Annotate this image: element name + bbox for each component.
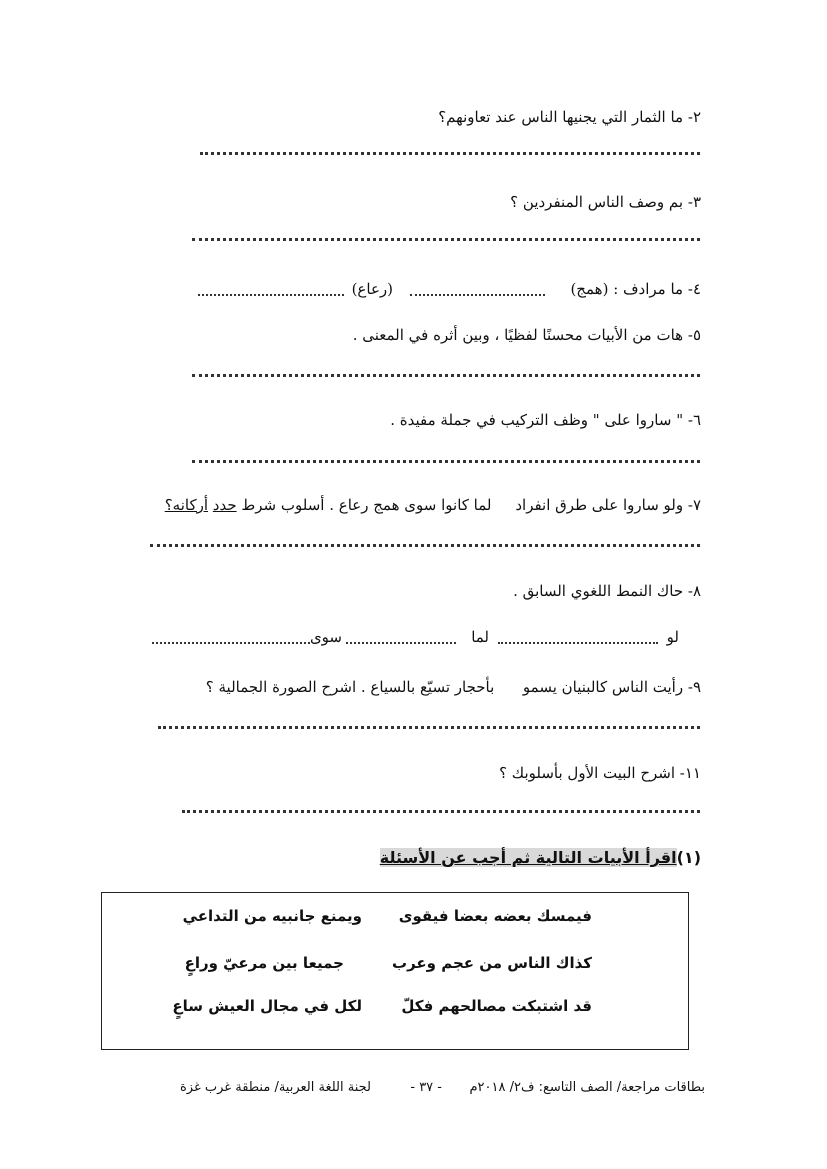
question-7-part2: لما كانوا سوى همج رعاع . أسلوب شرط	[241, 496, 492, 514]
answer-line-2	[200, 152, 700, 155]
pattern-dots-1	[498, 642, 658, 644]
poem-box	[101, 892, 689, 1050]
question-8: ٨- حاك النمط اللغوي السابق .	[513, 582, 701, 600]
verse-3-left: لكل في مجال العيش ساعٍ	[172, 997, 362, 1015]
answer-line-7	[150, 544, 700, 547]
question-4-word2: (رعاع)	[351, 280, 393, 298]
footer-course: بطاقات مراجعة/ الصف التاسع: ف٢/ ٢٠١٨م	[469, 1080, 705, 1095]
section-instruction	[380, 848, 701, 867]
instruction-text: اقرأ الأبيات التالية ثم أجب عن الأسئلة	[379, 848, 677, 867]
question-7	[165, 496, 701, 514]
question-11: ١١- اشرح البيت الأول بأسلوبك ؟	[499, 764, 701, 782]
answer-dots-4a	[410, 294, 545, 296]
instruction-number: (١)	[676, 848, 701, 867]
pattern-siwa: سوى	[309, 628, 342, 646]
verse-2-right: كذاك الناس من عجم وعرب	[392, 954, 592, 972]
verse-3-right: قد اشتبكت مصالحهم فكلّ	[401, 997, 592, 1015]
question-2: ٢- ما الثمار التي يجنيها الناس عند تعاونهم؟	[438, 108, 701, 126]
question-7-part1: ٧- ولو ساروا على طرق انفراد	[515, 496, 701, 514]
verse-1-right: فيمسك بعضه بعضا فيقوى	[398, 907, 592, 925]
answer-dots-4b	[198, 294, 344, 296]
question-9	[206, 678, 701, 696]
question-7-part3: حدد	[212, 496, 237, 514]
verse-2-left: جميعا بين مرعيّ وراعٍ	[184, 954, 344, 972]
footer-committee: لجنة اللغة العربية/ منطقة غرب غزة	[179, 1080, 371, 1095]
question-9-part2: بأحجار تسيّع بالسياع . اشرح الصورة الجمالية ؟	[205, 678, 495, 696]
answer-line-6	[192, 460, 700, 463]
pattern-lama: لما	[471, 628, 489, 646]
answer-line-5	[192, 374, 700, 377]
question-6: ٦- " ساروا على " وظف التركيب في جملة مفيدة .	[390, 411, 701, 429]
answer-line-11	[182, 810, 700, 813]
question-9-part1: ٩- رأيت الناس كالبنيان يسمو	[522, 678, 701, 696]
pattern-dots-2	[346, 642, 456, 644]
question-7-part4: أركانه؟	[164, 496, 209, 514]
question-3: ٣- بم وصف الناس المنفردين ؟	[510, 193, 701, 211]
question-4: ٤- ما مرادف : (همج)	[570, 280, 701, 298]
answer-line-9	[158, 726, 700, 729]
footer-page-number: - ٣٧ -	[410, 1080, 442, 1095]
answer-line-3	[192, 238, 700, 241]
pattern-dots-3	[152, 642, 310, 644]
pattern-lo: لو	[666, 628, 679, 646]
verse-1-left: ويمنع جانبيه من التداعي	[182, 907, 362, 925]
question-5: ٥- هات من الأبيات محسنًا لفظيًا ، وبين أثره في المعنى .	[352, 326, 701, 344]
